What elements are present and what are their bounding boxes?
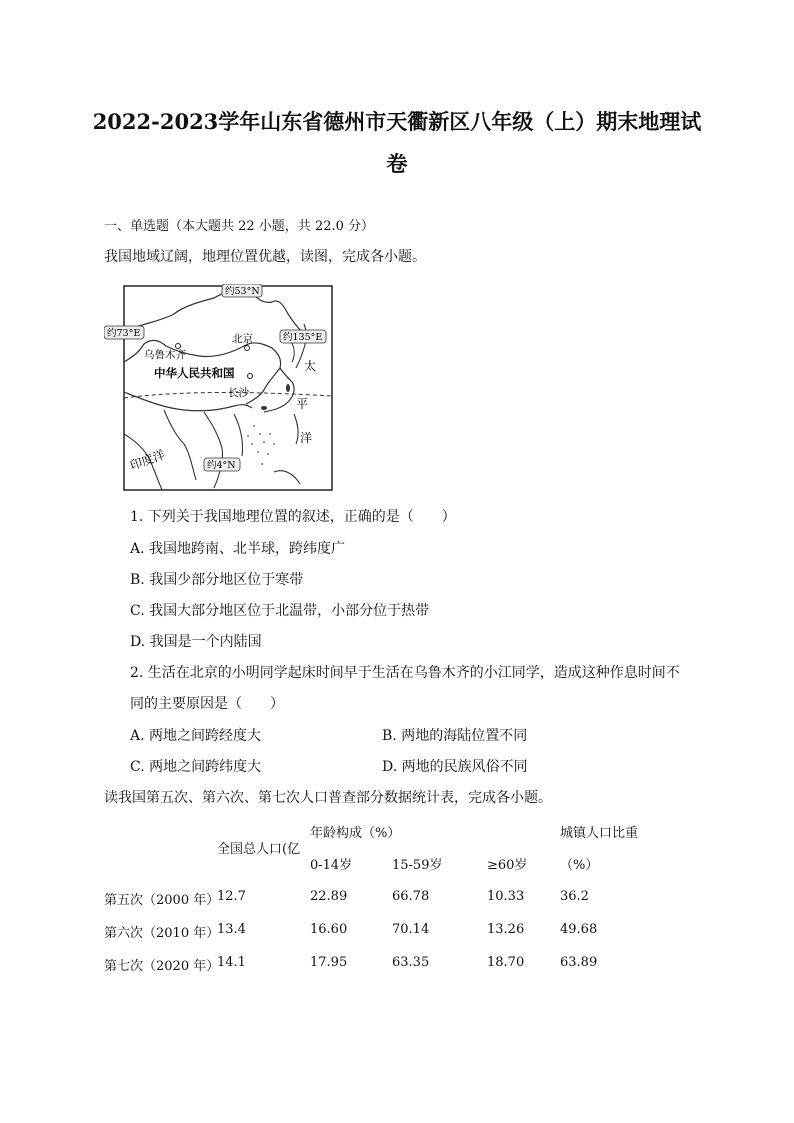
row-total: 13.4 (217, 922, 246, 937)
row-60: 18.70 (487, 955, 525, 970)
header-total: 全国总人口(亿 (217, 842, 301, 857)
section-heading: 一、单选题（本大题共 22 小题，共 22.0 分） (104, 219, 375, 234)
row-15-59: 63.35 (392, 955, 430, 970)
city-changsha: 长沙 (228, 387, 249, 399)
header-urban: 城镇人口比重 (560, 826, 639, 841)
header-15-59: 15-59岁 (392, 858, 443, 873)
label-73e: 约73°E (107, 328, 141, 339)
label-4n: 约4°N (207, 460, 236, 471)
taiwan-island (286, 384, 290, 392)
intro-table: 读我国第五次、第六次、第七次人口普查部分数据统计表，完成各小题。 (104, 790, 552, 806)
row-15-59: 70.14 (392, 922, 430, 937)
row-urban: 49.68 (560, 922, 598, 937)
question-1-option-a[interactable]: A. 我国地跨南、北半球，跨纬度广 (130, 541, 346, 557)
country-label: 中华人民共和国 (154, 366, 235, 380)
row-label: 第七次（2020 年） (104, 959, 220, 974)
row-urban: 36.2 (560, 889, 589, 904)
question-2-option-c[interactable]: C. 两地之间跨纬度大 (130, 759, 262, 775)
header-0-14: 0-14岁 (310, 858, 353, 873)
question-1-stem: 1. 下列关于我国地理位置的叙述，正确的是（ ） (130, 509, 456, 525)
question-2-option-d[interactable]: D. 两地的民族风俗不同 (382, 759, 528, 775)
page-title-line2: 卷 (386, 151, 408, 176)
label-135e: 约135°E (283, 332, 323, 343)
indian-ocean-label: 印度洋 (128, 447, 167, 473)
question-2-option-a[interactable]: A. 两地之间跨经度大 (130, 728, 262, 744)
row-0-14: 17.95 (310, 955, 348, 970)
row-15-59: 66.78 (392, 889, 430, 904)
hainan-island (261, 406, 267, 410)
row-0-14: 22.89 (310, 889, 348, 904)
row-60: 13.26 (487, 922, 525, 937)
question-1-option-b[interactable]: B. 我国少部分地区位于寒带 (130, 572, 304, 588)
row-60: 10.33 (487, 889, 525, 904)
label-53n: 约53°N (225, 286, 260, 297)
row-label: 第六次（2010 年） (104, 926, 220, 941)
question-2-stem-line2: 同的主要原因是（ ） (130, 696, 284, 712)
question-1-option-d[interactable]: D. 我国是一个内陆国 (130, 634, 262, 650)
row-urban: 63.89 (560, 955, 598, 970)
pacific-char-2: 平 (296, 397, 309, 411)
question-2-stem-line1: 2. 生活在北京的小明同学起床时间早于生活在乌鲁木齐的小江同学，造成这种作息时间不 (130, 665, 680, 681)
china-map-figure (104, 284, 336, 492)
row-total: 12.7 (217, 889, 246, 904)
city-beijing: 北京 (232, 333, 253, 345)
header-age: 年龄构成（%） (310, 826, 401, 841)
header-60: ≥60岁 (487, 858, 528, 873)
header-urban-unit: （%） (560, 858, 599, 873)
row-total: 14.1 (217, 955, 246, 970)
intro-map: 我国地域辽阔，地理位置优越，读图，完成各小题。 (104, 249, 426, 265)
city-urumqi: 乌鲁木齐 (144, 349, 186, 361)
page-title-line1: 2022-2023学年山东省德州市天衢新区八年级（上）期末地理试 (92, 109, 702, 134)
row-label: 第五次（2000 年） (104, 893, 220, 908)
pacific-char-3: 洋 (300, 431, 313, 445)
pacific-char-1: 太 (304, 359, 317, 373)
row-0-14: 16.60 (310, 922, 348, 937)
question-1-option-c[interactable]: C. 我国大部分地区位于北温带，小部分位于热带 (130, 603, 430, 619)
question-2-option-b[interactable]: B. 两地的海陆位置不同 (382, 728, 528, 744)
